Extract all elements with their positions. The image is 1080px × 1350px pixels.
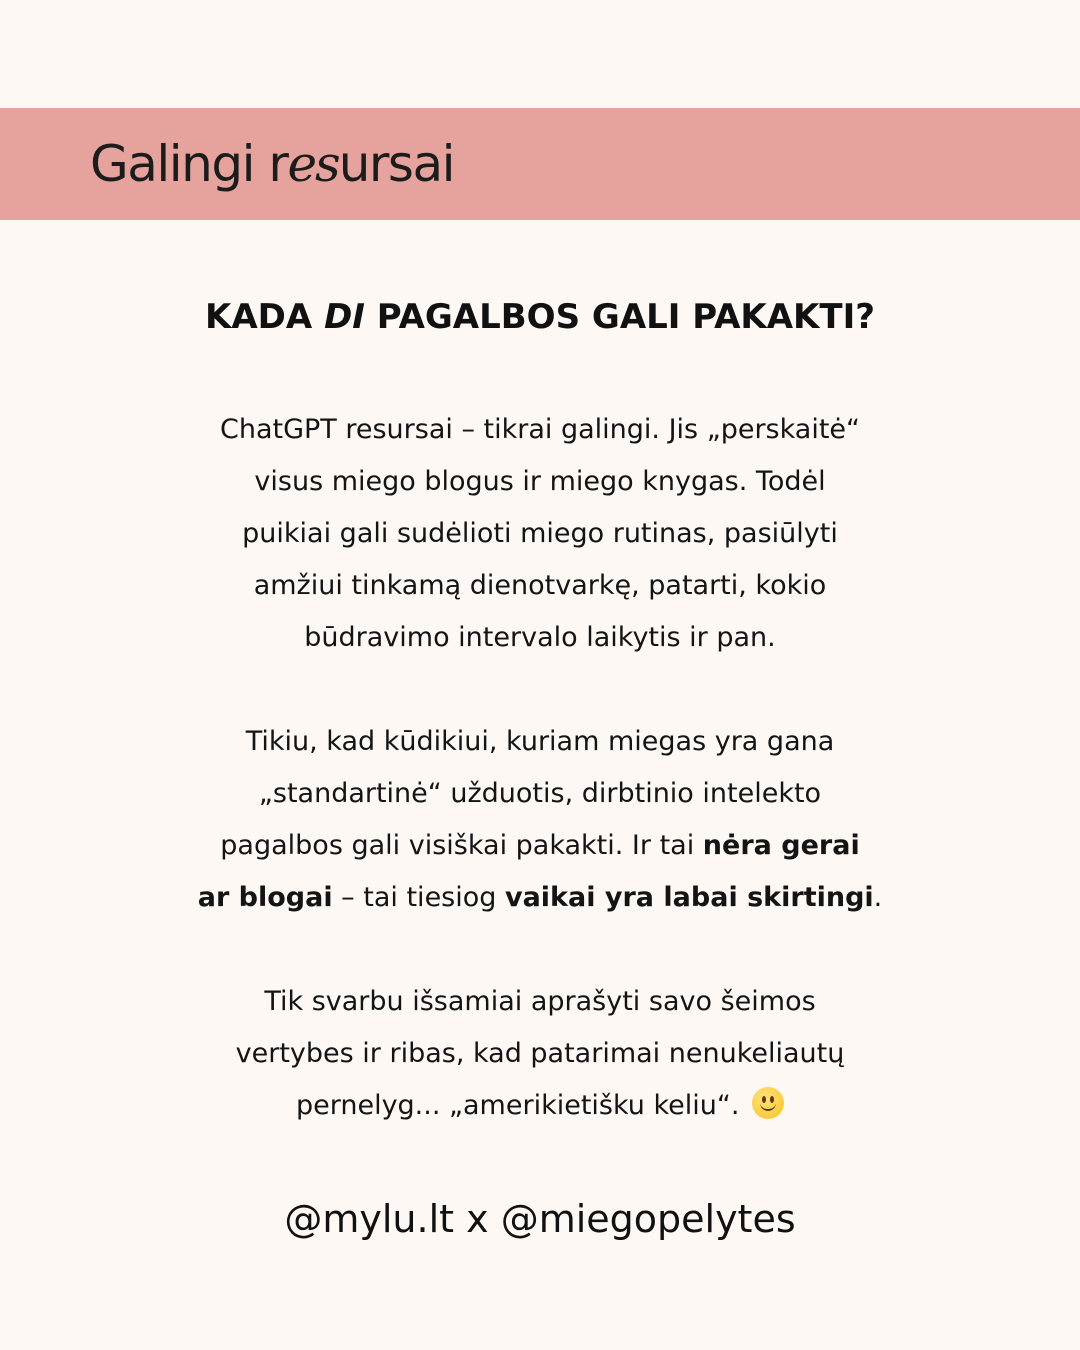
page-heading bbox=[0, 292, 1080, 342]
paragraph-2-bold: vaikai yra labai skirtingi bbox=[504, 882, 874, 913]
title-banner bbox=[0, 108, 1080, 220]
paragraph-2-line: Tikiu, kad kūdikiui, kuriam miegas yra gana bbox=[245, 726, 835, 757]
paragraph-2-text: – tai tiesiog bbox=[332, 882, 505, 913]
banner-title-script: es bbox=[287, 135, 339, 193]
paragraph-3-line: vertybes ir ribas, kad patarimai nenukeliautų bbox=[235, 1038, 845, 1069]
banner-title bbox=[90, 134, 454, 194]
heading-part-3: PAGALBOS GALI PAKAKTI? bbox=[364, 297, 875, 337]
paragraph-1-line: būdravimo intervalo laikytis ir pan. bbox=[304, 622, 776, 653]
paragraph-2-text: . bbox=[873, 882, 883, 913]
paragraph-3-line: Tik svarbu išsamiai aprašyti savo šeimos bbox=[264, 986, 816, 1017]
paragraph-2 bbox=[140, 716, 940, 924]
footer-handles: @mylu.lt x @miegopelytes bbox=[284, 1197, 796, 1241]
paragraph-2-text: pagalbos gali visiškai pakakti. Ir tai bbox=[220, 830, 703, 861]
paragraph-3-text: pernelyg... „amerikietišku keliu“. bbox=[295, 1090, 749, 1121]
paragraph-1-line: ChatGPT resursai – tikrai galingi. Jis „perskaitė“ bbox=[219, 414, 861, 445]
heading-part-2: DI bbox=[324, 297, 365, 337]
paragraph-3-line bbox=[140, 1080, 940, 1132]
banner-title-end: ursai bbox=[338, 135, 455, 193]
emoji-mouth bbox=[760, 1101, 776, 1111]
slightly-smiling-face-icon bbox=[752, 1087, 784, 1119]
heading-part-1: KADA bbox=[205, 297, 325, 337]
paragraph-1-line: puikiai gali sudėlioti miego rutinas, pasiūlyti bbox=[242, 518, 838, 549]
paragraph-1-line: visus miego blogus ir miego knygas. Todėl bbox=[254, 466, 826, 497]
paragraph-3 bbox=[140, 976, 940, 1132]
paragraph-2-line bbox=[140, 820, 940, 872]
paragraph-1-line: amžiui tinkamą dienotvarkę, patarti, kokio bbox=[253, 570, 827, 601]
paragraph-2-line bbox=[140, 872, 940, 924]
paragraph-2-line: „standartinė“ užduotis, dirbtinio intelekto bbox=[258, 778, 822, 809]
paragraph-2-bold: ar blogai bbox=[197, 882, 333, 913]
paragraph-2-bold: nėra gerai bbox=[702, 830, 860, 861]
paragraph-1 bbox=[140, 404, 940, 664]
banner-title-start: Galingi r bbox=[90, 135, 288, 193]
